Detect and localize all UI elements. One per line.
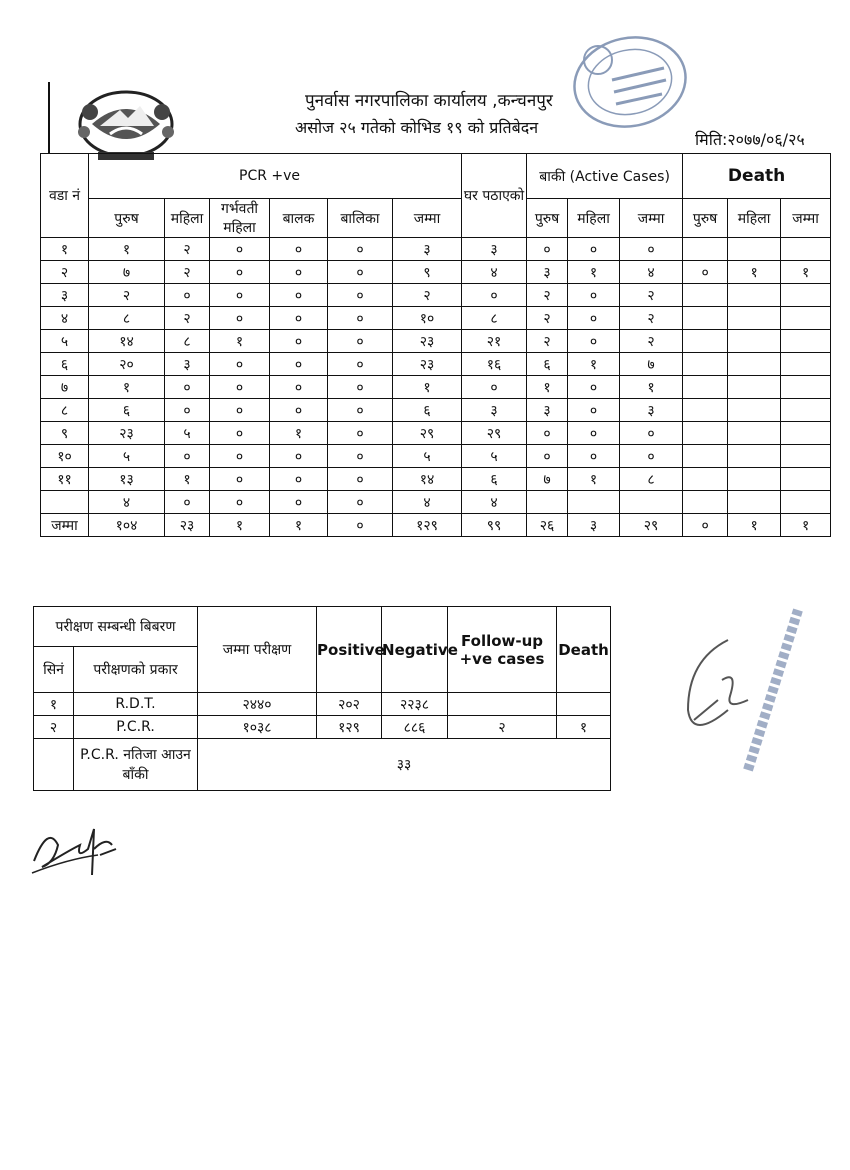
ward-number: ७ [41, 376, 89, 399]
table-cell: ३ [165, 353, 210, 376]
group-active: बाकी (Active Cases) [527, 154, 683, 199]
table-cell: ० [210, 422, 270, 445]
table-cell: १ [527, 376, 568, 399]
total-cell: १ [210, 514, 270, 537]
test-sn: २ [34, 716, 74, 739]
table-cell: ० [165, 399, 210, 422]
table-cell: ० [210, 261, 270, 284]
table-cell [781, 330, 831, 353]
table-row [41, 445, 831, 468]
table-cell: ० [328, 261, 393, 284]
table-cell [781, 399, 831, 422]
col-death-female: महिला [728, 199, 781, 238]
test-type: R.D.T. [74, 693, 198, 716]
table-cell: ० [210, 284, 270, 307]
table-cell: २ [620, 330, 683, 353]
table-cell [728, 307, 781, 330]
table-cell: १ [393, 376, 462, 399]
table-cell: १४ [89, 330, 165, 353]
col-pcr-girl: बालिका [328, 199, 393, 238]
table-cell: ० [328, 376, 393, 399]
table-cell [527, 491, 568, 514]
table-cell: ८ [165, 330, 210, 353]
total-cell: २९ [620, 514, 683, 537]
table-cell: ६ [393, 399, 462, 422]
table-cell: ० [568, 399, 620, 422]
test-followup [448, 693, 557, 716]
total-cell: १०४ [89, 514, 165, 537]
col-active-female: महिला [568, 199, 620, 238]
table-cell: ० [328, 330, 393, 353]
table-cell: ० [270, 261, 328, 284]
ward-number: १ [41, 238, 89, 261]
col-test-death: Death [557, 607, 611, 693]
test-negative: ८८६ [382, 716, 448, 739]
table-cell [728, 330, 781, 353]
table-cell: ७ [527, 468, 568, 491]
pending-value: ३३ [198, 739, 611, 791]
table-cell: ० [210, 238, 270, 261]
table-cell: ० [270, 284, 328, 307]
table-cell: २१ [462, 330, 527, 353]
table-cell [568, 491, 620, 514]
table-cell: २ [393, 284, 462, 307]
test-group-label: परीक्षण सम्बन्धी बिबरण [34, 607, 198, 647]
table-cell: ६ [89, 399, 165, 422]
table-row [41, 238, 831, 261]
ward-number: ८ [41, 399, 89, 422]
col-death-total: जम्मा [781, 199, 831, 238]
table-cell [781, 445, 831, 468]
table-cell: ० [328, 238, 393, 261]
table-cell: ५ [89, 445, 165, 468]
col-active-total: जम्मा [620, 199, 683, 238]
ward-number: ४ [41, 307, 89, 330]
table-cell [781, 307, 831, 330]
table-cell: ३ [527, 261, 568, 284]
table-cell: ० [620, 238, 683, 261]
table-row [41, 399, 831, 422]
pending-sn-cell [34, 739, 74, 791]
table-cell: २ [165, 307, 210, 330]
col-pcr-total: जम्मा [393, 199, 462, 238]
col-pcr-male: पुरुष [89, 199, 165, 238]
table-cell: ० [568, 376, 620, 399]
table-cell [781, 468, 831, 491]
covid-ward-table [40, 153, 831, 537]
table-cell: १३ [89, 468, 165, 491]
table-row [41, 284, 831, 307]
table-cell: १ [165, 468, 210, 491]
total-cell: १ [781, 514, 831, 537]
table-cell: १ [620, 376, 683, 399]
table-cell [728, 238, 781, 261]
table-cell: ० [328, 491, 393, 514]
table-cell: ० [328, 353, 393, 376]
table-cell: ० [462, 376, 527, 399]
total-cell: ९९ [462, 514, 527, 537]
total-cell: ० [683, 514, 728, 537]
table-cell [728, 399, 781, 422]
table-cell: ६ [527, 353, 568, 376]
col-total-tests: जम्मा परीक्षण [198, 607, 317, 693]
table-cell: ४ [89, 491, 165, 514]
total-cell: १ [728, 514, 781, 537]
table-cell [781, 238, 831, 261]
table-cell: ० [270, 491, 328, 514]
table-cell: ० [210, 468, 270, 491]
table-cell: १ [781, 261, 831, 284]
table-cell: २९ [393, 422, 462, 445]
table-cell: ० [210, 445, 270, 468]
table-cell: ० [527, 238, 568, 261]
table-cell: ० [165, 284, 210, 307]
table-cell [683, 330, 728, 353]
table-cell: ० [270, 238, 328, 261]
ward-number: ६ [41, 353, 89, 376]
table-cell: १ [270, 422, 328, 445]
table-cell: ० [270, 468, 328, 491]
report-date: मिति:२०७७/०६/२५ [695, 130, 805, 149]
total-cell: ० [328, 514, 393, 537]
ward-number: ९ [41, 422, 89, 445]
table-cell: ० [568, 307, 620, 330]
table-cell: ३ [462, 399, 527, 422]
table-cell [781, 353, 831, 376]
table-cell: ० [568, 284, 620, 307]
table-cell [683, 307, 728, 330]
test-positive: २०२ [317, 693, 382, 716]
table-cell [683, 238, 728, 261]
table-cell: २ [527, 284, 568, 307]
table-cell: १ [568, 468, 620, 491]
ward-number: १० [41, 445, 89, 468]
col-pcr-female: महिला [165, 199, 210, 238]
office-stamp-icon [552, 30, 692, 140]
table-cell: ० [270, 353, 328, 376]
table-cell: ० [270, 445, 328, 468]
table-cell: ४ [393, 491, 462, 514]
table-cell [728, 376, 781, 399]
table-cell: १ [728, 261, 781, 284]
table-cell: ० [328, 468, 393, 491]
table-cell: ५ [393, 445, 462, 468]
group-death: Death [683, 154, 831, 199]
ward-number: २ [41, 261, 89, 284]
table-cell: ३ [462, 238, 527, 261]
total-label: जम्मा [41, 514, 89, 537]
col-active-male: पुरुष [527, 199, 568, 238]
table-cell [728, 422, 781, 445]
table-cell: २ [527, 307, 568, 330]
table-cell: ४ [462, 261, 527, 284]
table-cell: २३ [393, 330, 462, 353]
table-cell: २३ [89, 422, 165, 445]
table-cell: ० [210, 307, 270, 330]
table-cell: ४ [620, 261, 683, 284]
ward-number: ११ [41, 468, 89, 491]
table-cell [781, 422, 831, 445]
table-row [41, 468, 831, 491]
table-cell: ८ [462, 307, 527, 330]
total-cell: २६ [527, 514, 568, 537]
table-cell: ९ [393, 261, 462, 284]
table-cell: ० [568, 445, 620, 468]
col-followup: Follow-up +ve cases [448, 607, 557, 693]
table-cell: ६ [462, 468, 527, 491]
table-cell: १ [210, 330, 270, 353]
col-death-male: पुरुष [683, 199, 728, 238]
table-row [41, 330, 831, 353]
table-cell: ० [328, 307, 393, 330]
group-pcr: PCR +ve [89, 154, 462, 199]
ward-number: ५ [41, 330, 89, 353]
table-cell: ८ [620, 468, 683, 491]
signature-icon [28, 815, 120, 885]
col-ward: वडा नं [41, 154, 89, 238]
table-cell [728, 468, 781, 491]
table-cell: २ [165, 261, 210, 284]
col-positive: Positive [317, 607, 382, 693]
table-cell: २ [620, 307, 683, 330]
table-cell: २ [165, 238, 210, 261]
table-cell: ४ [462, 491, 527, 514]
table-cell: ० [165, 376, 210, 399]
table-row [41, 491, 831, 514]
test-positive: १२९ [317, 716, 382, 739]
table-cell: ० [527, 445, 568, 468]
table-cell: ० [568, 422, 620, 445]
ward-number: ३ [41, 284, 89, 307]
table-cell: १ [568, 353, 620, 376]
table-cell [781, 491, 831, 514]
table-cell: ० [270, 307, 328, 330]
report-subtitle: असोज २५ गतेको कोभिड १९ को प्रतिबेदन [295, 118, 539, 137]
table-row [41, 353, 831, 376]
table-cell: ५ [165, 422, 210, 445]
table-cell: ० [462, 284, 527, 307]
table-cell: ० [210, 353, 270, 376]
total-cell: २३ [165, 514, 210, 537]
table-cell [728, 353, 781, 376]
col-negative: Negative [382, 607, 448, 693]
table-cell: २३ [393, 353, 462, 376]
table-cell [728, 445, 781, 468]
pending-label: P.C.R. नतिजा आउन बाँकी [74, 739, 198, 791]
test-death [557, 693, 611, 716]
table-cell: ० [210, 399, 270, 422]
table-cell: ० [270, 330, 328, 353]
col-test-type: परीक्षणको प्रकार [74, 647, 198, 693]
office-title: पुनर्वास नगरपालिका कार्यालय ,कन्चनपुर [305, 91, 553, 111]
test-negative: २२३८ [382, 693, 448, 716]
table-cell: ५ [462, 445, 527, 468]
table-cell: ० [328, 422, 393, 445]
table-cell: २ [89, 284, 165, 307]
table-cell [781, 376, 831, 399]
table-cell: ० [165, 445, 210, 468]
test-sn: १ [34, 693, 74, 716]
table-cell [683, 284, 728, 307]
table-cell: १० [393, 307, 462, 330]
table-cell: १६ [462, 353, 527, 376]
official-stamp-icon [668, 600, 808, 780]
total-cell: ३ [568, 514, 620, 537]
table-row [41, 261, 831, 284]
test-type: P.C.R. [74, 716, 198, 739]
table-cell: ० [527, 422, 568, 445]
table-cell: २० [89, 353, 165, 376]
col-pcr-boy: बालक [270, 199, 328, 238]
page-margin-line [48, 82, 50, 154]
table-cell [728, 491, 781, 514]
table-cell [781, 284, 831, 307]
table-cell: १ [568, 261, 620, 284]
table-cell: १४ [393, 468, 462, 491]
table-cell [683, 422, 728, 445]
table-cell: १ [89, 376, 165, 399]
test-total: २४४० [198, 693, 317, 716]
table-cell: ० [270, 376, 328, 399]
table-cell: २९ [462, 422, 527, 445]
table-cell: ० [683, 261, 728, 284]
table-cell [683, 353, 728, 376]
table-cell [620, 491, 683, 514]
table-cell [728, 284, 781, 307]
table-cell [683, 491, 728, 514]
table-cell: ३ [527, 399, 568, 422]
table-cell: १ [89, 238, 165, 261]
table-cell: ० [328, 284, 393, 307]
table-cell [683, 399, 728, 422]
table-cell: ० [210, 376, 270, 399]
table-cell: ० [620, 422, 683, 445]
ward-number [41, 491, 89, 514]
col-pcr-pregnant: गर्भवती महिला [210, 199, 270, 238]
table-cell [683, 376, 728, 399]
table-cell: ३ [620, 399, 683, 422]
test-total: १०३८ [198, 716, 317, 739]
table-row [41, 422, 831, 445]
table-cell: ० [328, 445, 393, 468]
table-cell [683, 468, 728, 491]
table-cell: ७ [89, 261, 165, 284]
table-cell: ० [270, 399, 328, 422]
table-cell: ० [210, 491, 270, 514]
table-cell: ३ [393, 238, 462, 261]
table-cell [683, 445, 728, 468]
table-cell: ८ [89, 307, 165, 330]
table-cell: ० [568, 330, 620, 353]
table-cell: ० [165, 491, 210, 514]
col-sn: सिनं [34, 647, 74, 693]
table-cell: २ [527, 330, 568, 353]
total-cell: १२९ [393, 514, 462, 537]
test-followup: २ [448, 716, 557, 739]
table-cell: ० [620, 445, 683, 468]
total-cell: १ [270, 514, 328, 537]
table-row [41, 307, 831, 330]
table-cell: ७ [620, 353, 683, 376]
col-home: घर पठाएको [462, 154, 527, 238]
table-cell: २ [620, 284, 683, 307]
test-death: १ [557, 716, 611, 739]
table-cell: ० [568, 238, 620, 261]
table-cell: ० [328, 399, 393, 422]
test-summary-table [33, 606, 611, 791]
table-row [41, 376, 831, 399]
